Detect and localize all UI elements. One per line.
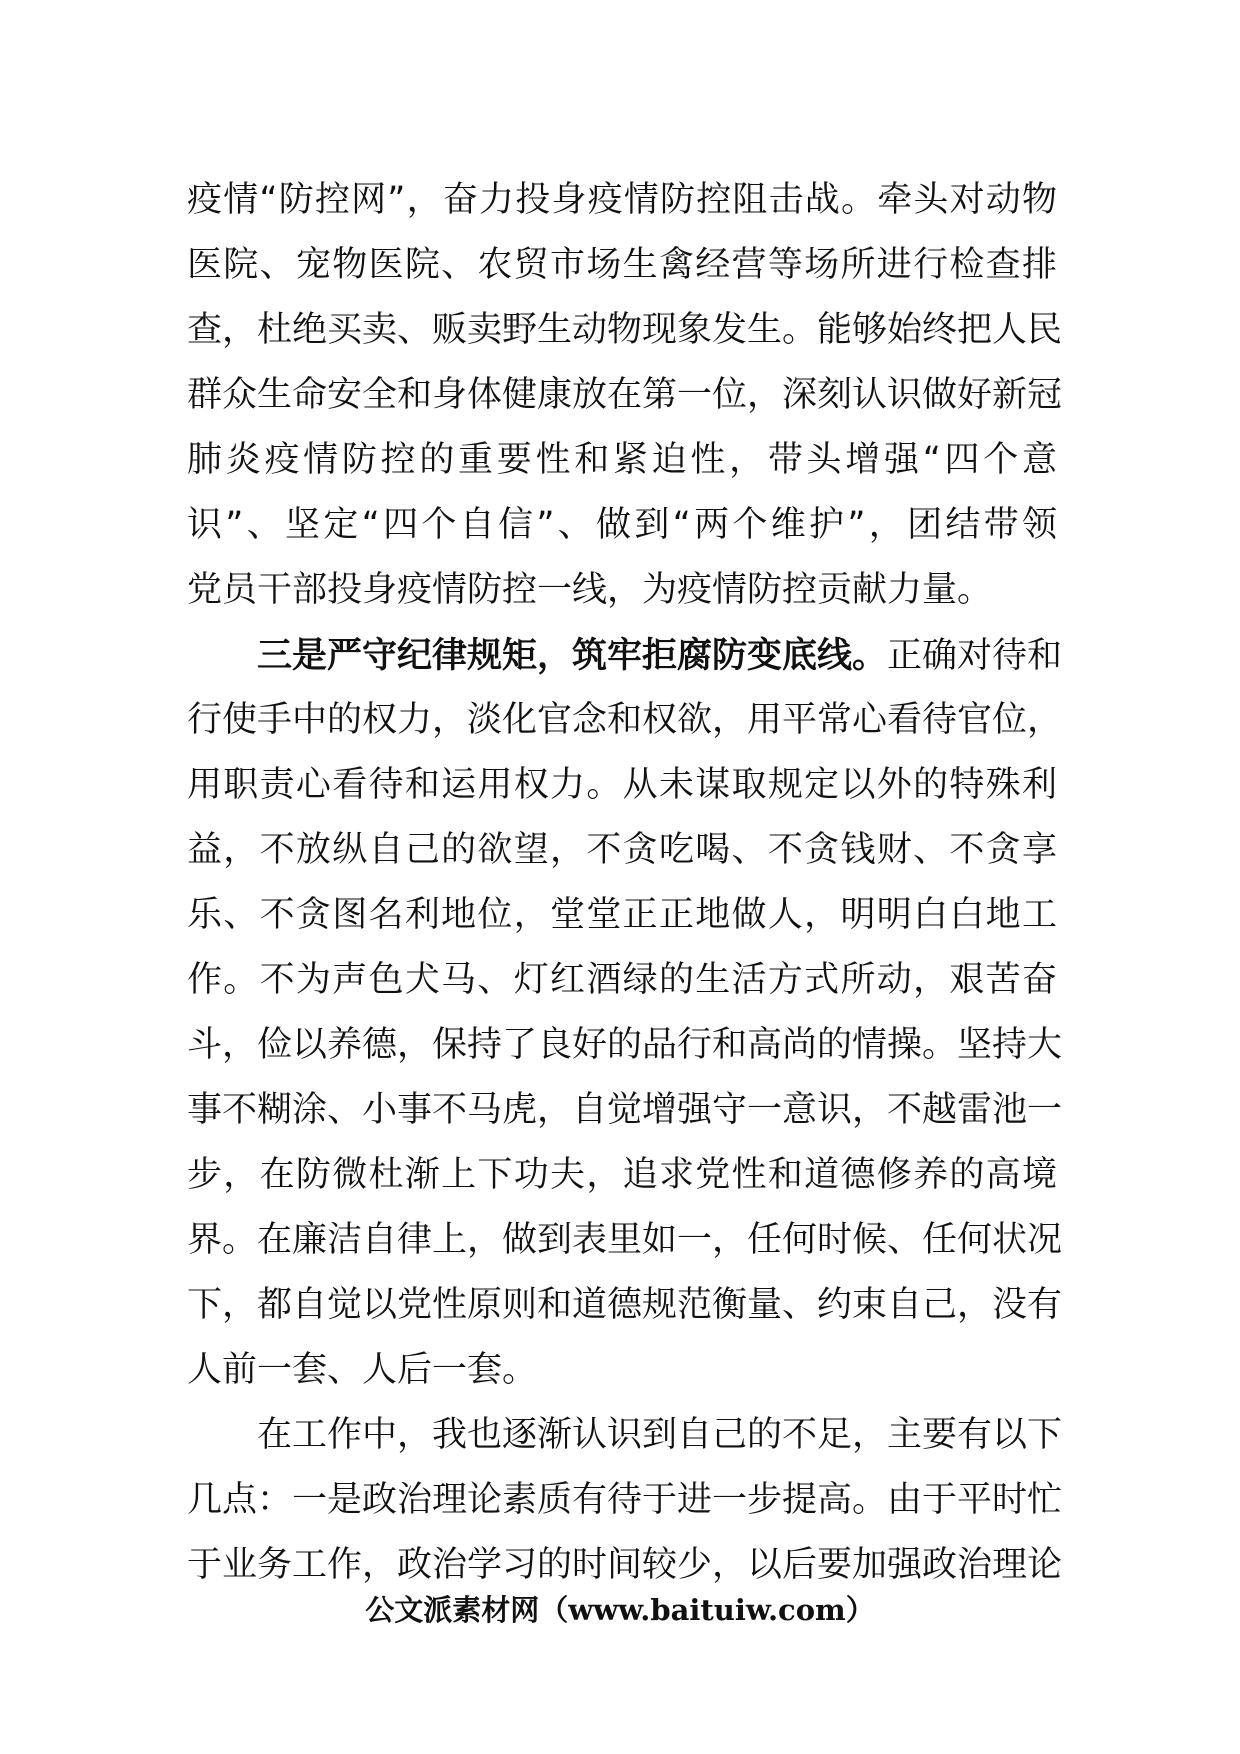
document-body bbox=[187, 168, 1063, 1598]
paragraph-lead-rest: 正确对待和 bbox=[887, 636, 1063, 676]
text-line: 人前一套、人后一套。 bbox=[187, 1350, 538, 1390]
text-line: 事不糊涂、小事不马虎，自觉增强守一意识，不越雷池一 bbox=[187, 1090, 1063, 1130]
paragraph-first-line bbox=[187, 623, 1063, 688]
text-line: 斗，俭以养德，保持了良好的品行和高尚的情操。坚持大 bbox=[187, 1025, 1063, 1065]
text-line: 下，都自觉以党性原则和道德规范衡量、约束自己，没有 bbox=[187, 1285, 1063, 1325]
text-line: 几点：一是政治理论素质有待于进一步提高。由于平时忙 bbox=[187, 1480, 1063, 1520]
paragraph-lead-heading: 三是严守纪律规矩，筑牢拒腐防变底线。 bbox=[257, 635, 888, 676]
text-line: 行使手中的权力，淡化官念和权欲，用平常心看待官位， bbox=[187, 700, 1063, 740]
text-line: 查，杜绝买卖、贩卖野生动物现象发生。能够始终把人民 bbox=[187, 310, 1063, 350]
text-line: 在工作中，我也逐渐认识到自己的不足，主要有以下 bbox=[257, 1415, 1063, 1455]
text-line: 医院、宠物医院、农贸市场生禽经营等场所进行检查排 bbox=[187, 245, 1057, 285]
text-line: 用职责心看待和运用权力。从未谋取规定以外的特殊利 bbox=[187, 765, 1057, 805]
text-line: 识”、坚定“四个自信”、做到“两个维护”，团结带领 bbox=[187, 505, 1057, 545]
text-line: 作。不为声色犬马、灯红酒绿的生活方式所动，艰苦奋 bbox=[187, 960, 1057, 1000]
text-line: 肺炎疫情防控的重要性和紧迫性，带头增强“四个意 bbox=[187, 440, 1057, 480]
text-line: 乐、不贪图名利地位，堂堂正正地做人，明明白白地工 bbox=[187, 895, 1057, 935]
text-line: 界。在廉洁自律上，做到表里如一，任何时候、任何状况 bbox=[187, 1220, 1063, 1260]
text-line: 于业务工作，政治学习的时间较少，以后要加强政治理论 bbox=[187, 1545, 1063, 1585]
text-line: 群众生命安全和身体健康放在第一位，深刻认识做好新冠 bbox=[187, 375, 1063, 415]
text-line: 步，在防微杜渐上下功夫，追求党性和道德修养的高境 bbox=[187, 1155, 1057, 1195]
text-line: 益，不放纵自己的欲望，不贪吃喝、不贪钱财、不贪享 bbox=[187, 830, 1057, 870]
text-line: 疫情“防控网”，奋力投身疫情防控阻击战。牵头对动物 bbox=[187, 180, 1057, 220]
text-line: 党员干部投身疫情防控一线，为疫情防控贡献力量。 bbox=[187, 570, 993, 610]
page-footer-watermark: 公文派素材网（www.baituiw.com） bbox=[365, 1593, 875, 1627]
